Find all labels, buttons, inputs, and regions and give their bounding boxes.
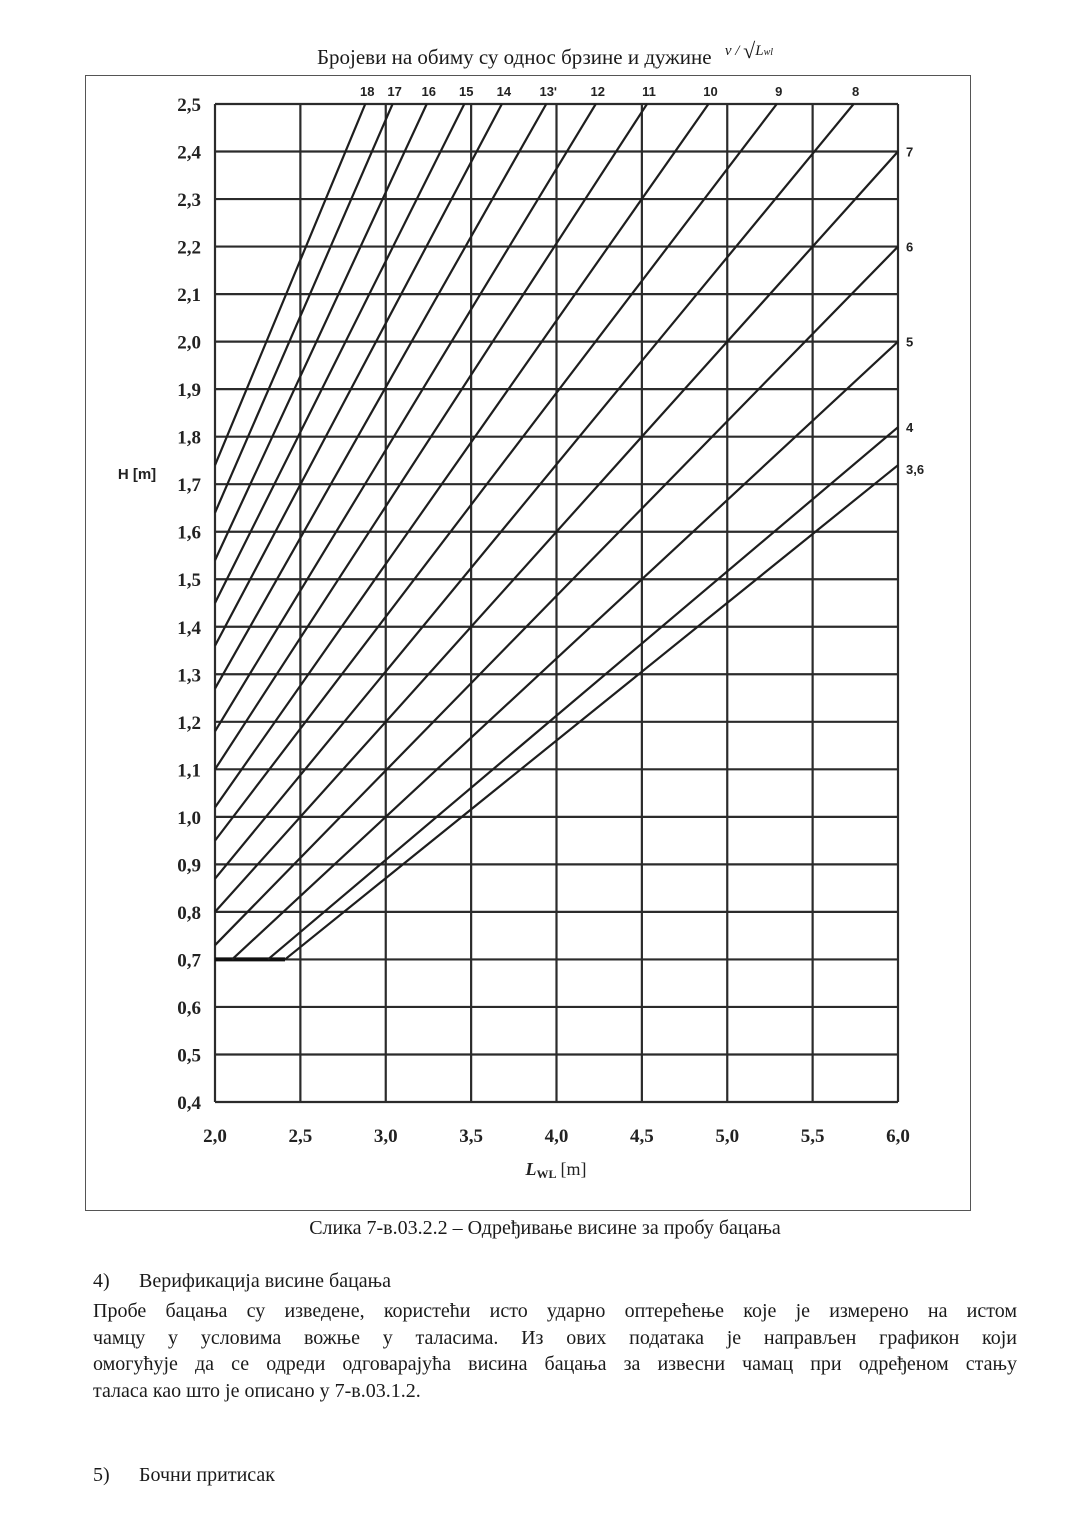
paragraph-line: Пробе бацања су изведене, користећи исто ударно оптерећење које је измерено на истом xyxy=(93,1300,1017,1322)
chart-grid xyxy=(215,104,898,1102)
x-axis-label xyxy=(524,1159,586,1181)
formula-slash: / xyxy=(735,43,740,59)
y-tick-label: 1,9 xyxy=(177,380,201,402)
y-tick-label: 1,8 xyxy=(177,427,201,449)
section-title: Бочни притисак xyxy=(139,1464,275,1486)
y-tick-label: 0,8 xyxy=(177,902,201,924)
series-label-15: 15 xyxy=(459,84,474,99)
x-axis-label-sub: WL xyxy=(536,1167,557,1181)
y-tick-label: 2,4 xyxy=(177,142,201,164)
series-label-14: 14 xyxy=(496,84,512,99)
formula-l: L xyxy=(755,43,764,59)
series-label-6: 6 xyxy=(906,239,914,255)
y-tick-label: 2,3 xyxy=(177,190,201,212)
series-label-10: 10 xyxy=(703,84,718,99)
series-line-17 xyxy=(215,104,393,513)
y-tick-label: 1,4 xyxy=(177,617,201,639)
x-tick-label: 3,0 xyxy=(373,1126,398,1147)
series-label-13: 13ʹ xyxy=(539,84,558,99)
y-tick-label: 0,4 xyxy=(177,1093,201,1114)
y-tick-label: 1,2 xyxy=(177,712,201,734)
series-label-11: 11 xyxy=(642,84,656,99)
series-line-15 xyxy=(215,104,464,603)
x-tick-label: 3,5 xyxy=(459,1126,483,1147)
formula-sqrt: √ xyxy=(743,38,756,63)
series-line-9 xyxy=(215,104,777,841)
y-tick-label: 2,0 xyxy=(177,332,201,354)
x-tick-label: 4,0 xyxy=(544,1126,569,1147)
y-tick-label: 1,5 xyxy=(177,570,201,592)
series-line-5 xyxy=(232,342,898,960)
y-tick-label: 2,2 xyxy=(177,237,201,259)
y-tick-label: 1,6 xyxy=(177,522,201,544)
y-tick-label: 1,3 xyxy=(177,665,201,687)
section-heading-5 xyxy=(93,1464,275,1487)
section-number: 5) xyxy=(93,1464,110,1486)
section-number: 4) xyxy=(93,1270,110,1292)
section-heading-4 xyxy=(93,1270,391,1293)
series-label-8: 8 xyxy=(851,84,860,99)
series-label-17: 17 xyxy=(387,84,402,99)
x-axis-label-l: L xyxy=(525,1159,537,1179)
series-line-3-6 xyxy=(285,465,898,959)
series-line-4 xyxy=(268,427,898,959)
y-tick-label: 0,9 xyxy=(177,855,201,877)
y-tick-label: 1,1 xyxy=(177,760,201,782)
y-tick-label: 0,6 xyxy=(177,997,201,1019)
series-label-18: 18 xyxy=(360,84,375,99)
series-label-12: 12 xyxy=(590,84,606,99)
paragraph-line: чамцу у условима вожње у таласима. Из ових података је направљен графикон који xyxy=(93,1326,1017,1349)
series-line-8 xyxy=(215,104,854,879)
chart-ticks xyxy=(177,95,910,1147)
x-tick-label: 2,5 xyxy=(288,1126,313,1147)
y-axis-label: H [m] xyxy=(117,466,157,483)
x-tick-label: 4,5 xyxy=(630,1126,654,1147)
figure-caption: Слика 7-в.03.2.2 – Одређивање висине за пробу бацања xyxy=(309,1217,781,1239)
paragraph-line: омогућује да се одреди одговарајућа висина бацања за извесни чамац при одређеном стању xyxy=(93,1353,1017,1375)
y-tick-label: 0,7 xyxy=(177,950,201,972)
section-title: Верификација висине бацања xyxy=(139,1270,391,1292)
series-label-7: 7 xyxy=(906,144,914,160)
y-tick-label: 1,0 xyxy=(177,807,201,829)
series-label-9: 9 xyxy=(775,84,783,99)
formula-subscript: wl xyxy=(763,47,774,58)
x-tick-label: 5,0 xyxy=(715,1126,740,1147)
y-tick-label: 1,7 xyxy=(177,475,201,497)
formula-v: v xyxy=(724,43,732,59)
x-tick-label: 5,5 xyxy=(800,1126,825,1147)
top-caption-text: Бројеви на обиму су однос брзине и дужине xyxy=(316,45,712,69)
series-label-16: 16 xyxy=(421,84,436,99)
y-tick-label: 0,5 xyxy=(177,1045,201,1067)
paragraph-line: таласа као што је описано у 7-в.03.1.2. xyxy=(93,1379,421,1402)
x-tick-label: 6,0 xyxy=(886,1126,910,1147)
series-label-4: 4 xyxy=(906,420,914,436)
x-axis-label-unit: [m] xyxy=(560,1159,587,1179)
y-tick-label: 2,5 xyxy=(177,95,201,116)
series-label-3-6: 3,6 xyxy=(906,462,925,478)
series-label-5: 5 xyxy=(906,334,914,350)
body-paragraph xyxy=(93,1298,1017,1404)
y-tick-label: 2,1 xyxy=(177,285,201,307)
x-tick-label: 2,0 xyxy=(203,1126,227,1147)
